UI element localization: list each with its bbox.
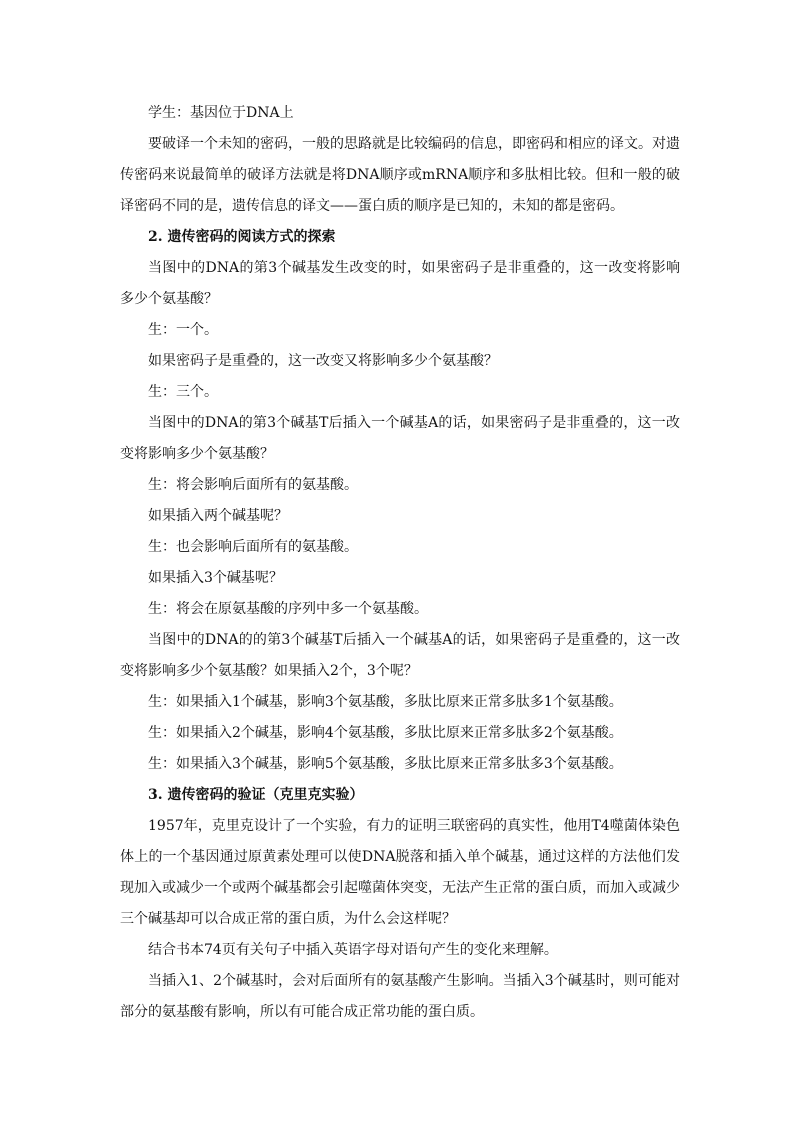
paragraph-question-insert-nonoverlapping: 当图中的DNA的第3个碱基T后插入一个碱基A的话，如果密码子是非重叠的，这一改变将影响多少个氨基酸？	[120, 415, 680, 462]
paragraph-question-insert-three: 如果插入3个碱基呢？	[148, 570, 283, 586]
section-heading-reading-mode: 2. 遗传密码的阅读方式的探索	[148, 229, 336, 245]
document-body	[120, 98, 680, 1028]
section-heading-crick-experiment: 3. 遗传密码的验证（克里克实验）	[148, 787, 364, 803]
paragraph-question-insert-overlapping: 当图中的DNA的的第3个碱基T后插入一个碱基A的话，如果密码子是重叠的，这一改变将影响多少个氨基酸？如果插入2个，3个呢？	[120, 632, 680, 679]
paragraph-question-overlapping: 如果密码子是重叠的，这一改变又将影响多少个氨基酸？	[148, 353, 498, 369]
paragraph-question-insert-two: 如果插入两个碱基呢？	[148, 508, 288, 524]
paragraph-answer-also-all-after: 生：也会影响后面所有的氨基酸。	[148, 539, 358, 555]
paragraph-question-nonoverlapping: 当图中的DNA的第3个碱基发生改变的时，如果密码子是非重叠的，这一改变将影响多少个氨基酸？	[120, 260, 680, 307]
paragraph-crick-1957: 1957年，克里克设计了一个实验，有力的证明三联密码的真实性，他用T4噬菌体染色体上的一个基因通过原黄素处理可以使DNA脱落和插入单个碱基，通过这样的方法他们发现加入或减少一个或两个碱基都会引起噬菌体突变，无法产生正常的蛋白质，而加入或减少三个碱基却可以合成正常的蛋白质，为什么会这样呢？	[120, 818, 680, 927]
paragraph-answer-insert-three: 生：如果插入3个碱基，影响5个氨基酸，多肽比原来正常多肽多3个氨基酸。	[148, 756, 623, 772]
paragraph-answer-insert-two: 生：如果插入2个碱基，影响4个氨基酸，多肽比原来正常多肽多2个氨基酸。	[148, 725, 623, 741]
paragraph-answer-one-more: 生：将会在原氨基酸的序列中多一个氨基酸。	[148, 601, 428, 617]
paragraph-answer-one: 生：一个。	[148, 322, 218, 338]
paragraph-conclusion: 当插入1、2个碱基时，会对后面所有的氨基酸产生影响。当插入3个碱基时，则可能对部分的氨基酸有影响，所以有可能合成正常功能的蛋白质。	[120, 973, 680, 1020]
paragraph-decoding-approach: 要破译一个未知的密码，一般的思路就是比较编码的信息，即密码和相应的译文。对遗传密码来说最简单的破译方法就是将DNA顺序或mRNA顺序和多肽相比较。但和一般的破译密码不同的是，遗传信息的译文——蛋白质的顺序是已知的，未知的都是密码。	[120, 136, 680, 214]
paragraph-answer-insert-one: 生：如果插入1个碱基，影响3个氨基酸，多肽比原来正常多肽多1个氨基酸。	[148, 694, 623, 710]
paragraph-answer-all-after: 生：将会影响后面所有的氨基酸。	[148, 477, 358, 493]
paragraph-student-answer-gene: 学生：基因位于DNA上	[148, 105, 294, 121]
paragraph-answer-three: 生：三个。	[148, 384, 218, 400]
paragraph-textbook-reference: 结合书本74页有关句子中插入英语字母对语句产生的变化来理解。	[148, 942, 558, 958]
